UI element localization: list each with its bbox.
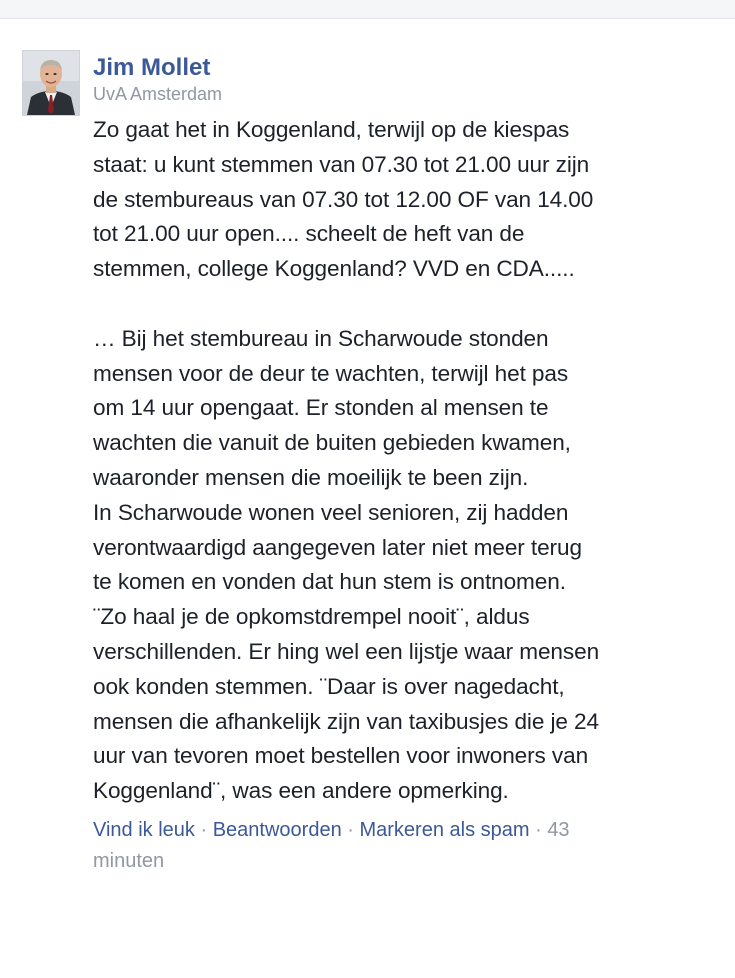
comment-text-line: verontwaardigd aangegeven later niet meer terug — [93, 534, 582, 560]
separator: · — [194, 818, 213, 841]
author-affiliation: UvA Amsterdam — [93, 84, 223, 104]
comment-actions — [93, 815, 725, 877]
comment-text-line: uur van tevoren moet bestellen voor inwoners van — [93, 743, 589, 769]
comment-text-line: ¨Zo haal je de opkomstdrempel nooit¨, aldus — [93, 604, 530, 630]
comment-text-line: waaronder mensen die moeilijk te been zijn. — [93, 464, 529, 490]
top-divider — [0, 0, 735, 19]
comment-text-line: wachten die vanuit de buiten gebieden kwamen, — [93, 430, 571, 456]
comment-text — [93, 113, 725, 809]
separator: · — [529, 818, 548, 841]
person-photo-icon — [23, 51, 79, 115]
comment-text-line: Koggenland¨, was een andere opmerking. — [93, 778, 509, 804]
comment-text-line: In Scharwoude wonen veel senioren, zij hadden — [93, 499, 569, 525]
comment-text-line: stemmen, college Koggenland? VVD en CDA..... — [93, 256, 575, 282]
author-name-link[interactable]: Jim Mollet — [93, 54, 211, 81]
comment-text-line: de stembureaus van 07.30 tot 12.00 OF van 14.00 — [93, 186, 594, 212]
comment-text-line: staat: u kunt stemmen van 07.30 tot 21.00 uur zijn — [93, 151, 590, 177]
comment-text-line: mensen voor de deur te wachten, terwijl het pas — [93, 360, 569, 386]
comment-text-line: verschillenden. Er hing wel een lijstje waar mensen — [93, 638, 600, 664]
mark-as-spam-link[interactable]: Markeren als spam — [359, 818, 530, 841]
separator: · — [341, 818, 360, 841]
comment-text-line: mensen die afhankelijk zijn van taxibusjes die je 24 — [93, 708, 599, 734]
comment-text-line: te komen en vonden dat hun stem is ontnomen. — [93, 569, 566, 595]
avatar[interactable] — [22, 50, 80, 116]
paragraph-gap — [93, 287, 725, 322]
like-link[interactable]: Vind ik leuk — [93, 818, 195, 841]
comment-text-line: Zo gaat het in Koggenland, terwijl op de kiespas — [93, 117, 570, 142]
timestamp-unit[interactable]: minuten — [93, 849, 165, 872]
comment-body — [93, 50, 725, 877]
comment-text-line: … Bij het stembureau in Scharwoude stonden — [93, 325, 549, 351]
comment-text-line: ook konden stemmen. ¨Daar is over nagedacht, — [93, 673, 565, 699]
comment-text-line: tot 21.00 uur open.... scheelt de heft van de — [93, 221, 525, 247]
comment-text-line: om 14 uur opengaat. Er stonden al mensen te — [93, 395, 549, 421]
timestamp-number[interactable]: 43 — [547, 818, 570, 841]
reply-link[interactable]: Beantwoorden — [212, 818, 342, 841]
